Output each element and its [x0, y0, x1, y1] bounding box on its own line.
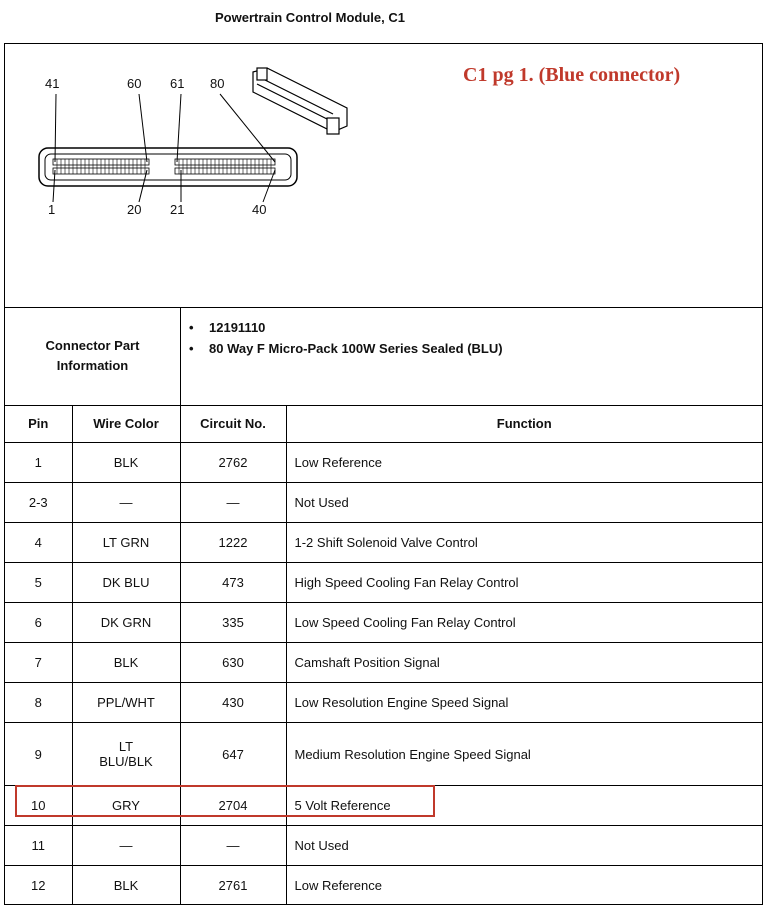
cell-circuit: 2761	[180, 866, 286, 906]
cell-function: High Speed Cooling Fan Relay Control	[286, 563, 762, 603]
cell-circuit: —	[180, 826, 286, 866]
cell-wire-color: GRY	[72, 786, 180, 826]
connector-part-info-label: Connector Part Information	[5, 307, 181, 405]
part-number: • 12191110	[189, 317, 503, 338]
cell-pin: 1	[5, 443, 72, 483]
table-row	[5, 523, 762, 563]
cell-wire-color: —	[72, 483, 180, 523]
cell-pin: 2-3	[5, 483, 72, 523]
cell-pin: 8	[5, 683, 72, 723]
annotation-note: C1 pg 1. (Blue connector)	[463, 64, 681, 86]
connector-part-info-list	[189, 317, 503, 359]
cell-pin: 9	[5, 723, 72, 786]
pin-label-40: 40	[252, 202, 267, 217]
cell-pin: 5	[5, 563, 72, 603]
cell-wire-color: BLK	[72, 866, 180, 906]
cell-circuit: 2704	[180, 786, 286, 826]
cell-pin: 10	[5, 786, 72, 826]
pin-label-1: 1	[48, 202, 56, 217]
cell-function: Low Reference	[286, 866, 762, 906]
header-function: Function	[286, 405, 762, 443]
part-description: • 80 Way F Micro-Pack 100W Series Sealed (BLU)	[189, 338, 503, 359]
cell-function: 1-2 Shift Solenoid Valve Control	[286, 523, 762, 563]
cell-pin: 4	[5, 523, 72, 563]
cell-circuit: 2762	[180, 443, 286, 483]
cell-circuit: —	[180, 483, 286, 523]
header-wire-color: Wire Color	[72, 405, 180, 443]
cell-wire-color: DK GRN	[72, 603, 180, 643]
pin-table	[5, 405, 762, 905]
pin-label-60: 60	[127, 76, 142, 91]
table-row	[5, 866, 762, 906]
cell-function: Camshaft Position Signal	[286, 643, 762, 683]
connector-side-view	[253, 68, 347, 134]
cell-wire-color: LT GRN	[72, 523, 180, 563]
table-row	[5, 563, 762, 603]
pin-label-61: 61	[170, 76, 185, 91]
cell-pin: 7	[5, 643, 72, 683]
cell-function: Not Used	[286, 826, 762, 866]
cell-function: Low Resolution Engine Speed Signal	[286, 683, 762, 723]
cell-wire-color: BLK	[72, 443, 180, 483]
cell-pin: 6	[5, 603, 72, 643]
table-header-row	[5, 405, 762, 443]
header-pin: Pin	[5, 405, 72, 443]
cell-wire-color: DK BLU	[72, 563, 180, 603]
table-row	[5, 826, 762, 866]
cell-circuit: 335	[180, 603, 286, 643]
header-circuit-no: Circuit No.	[180, 405, 286, 443]
page-title: Powertrain Control Module, C1	[215, 10, 405, 25]
cell-function: Low Reference	[286, 443, 762, 483]
connector-part-info	[5, 307, 762, 406]
table-row	[5, 683, 762, 723]
cell-wire-color: —	[72, 826, 180, 866]
cell-function: Medium Resolution Engine Speed Signal	[286, 723, 762, 786]
pin-label-20: 20	[127, 202, 142, 217]
row-10-highlight-box	[15, 785, 435, 817]
connector-diagram	[5, 44, 762, 308]
cell-circuit: 647	[180, 723, 286, 786]
table-row	[5, 483, 762, 523]
cell-wire-color: LT BLU/BLK	[72, 723, 180, 786]
cell-pin: 12	[5, 866, 72, 906]
cell-function: Low Speed Cooling Fan Relay Control	[286, 603, 762, 643]
table-row	[5, 603, 762, 643]
cell-circuit: 473	[180, 563, 286, 603]
cell-circuit: 1222	[180, 523, 286, 563]
cell-pin: 11	[5, 826, 72, 866]
table-row	[5, 723, 762, 786]
cell-function: 5 Volt Reference	[286, 786, 762, 826]
cell-wire-color: BLK	[72, 643, 180, 683]
cell-circuit: 430	[180, 683, 286, 723]
cell-circuit: 630	[180, 643, 286, 683]
pin-label-21: 21	[170, 202, 185, 217]
connector-drawing	[5, 44, 762, 307]
pin-label-41: 41	[45, 76, 60, 91]
pin-label-80: 80	[210, 76, 225, 91]
table-row	[5, 443, 762, 483]
cell-function: Not Used	[286, 483, 762, 523]
table-row	[5, 643, 762, 683]
cell-wire-color: PPL/WHT	[72, 683, 180, 723]
connector-table-frame	[4, 43, 763, 905]
